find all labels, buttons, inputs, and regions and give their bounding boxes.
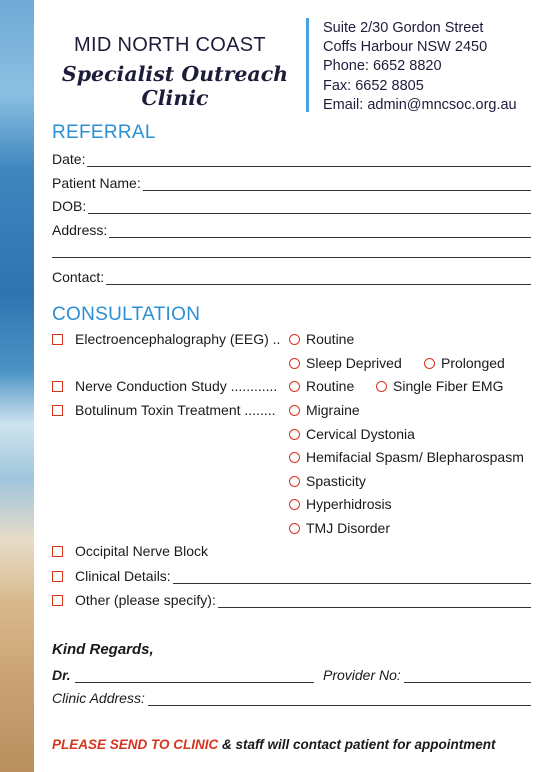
address-label: Address: [52, 222, 108, 238]
checkbox-icon[interactable] [52, 334, 63, 345]
referral-title: REFERRAL [52, 122, 156, 143]
footer-red-text: PLEASE SEND TO CLINIC [52, 737, 219, 752]
address-field[interactable] [52, 220, 531, 238]
patient-name-field[interactable] [52, 173, 531, 191]
radio-circle-icon[interactable] [289, 405, 300, 416]
address-line2: Coffs Harbour NSW 2450 [323, 39, 488, 56]
radio-circle-icon[interactable] [376, 381, 387, 392]
contact-label: Contact: [52, 269, 105, 285]
radio-circle-icon[interactable] [289, 334, 300, 345]
doctor-label: Dr. [52, 667, 71, 683]
clinic-logo-line1: MID NORTH COAST [74, 34, 266, 56]
checkbox-icon[interactable] [52, 405, 63, 416]
eeg-option-prolonged[interactable] [424, 355, 505, 371]
option-label: Hemifacial Spasm/ Blepharospasm [306, 449, 524, 465]
date-field[interactable] [52, 149, 531, 167]
option-label: Cervical Dystonia [306, 426, 415, 442]
checkbox-icon[interactable] [52, 595, 63, 606]
option-label: TMJ Disorder [306, 520, 391, 536]
dob-line[interactable] [88, 200, 531, 214]
footer-rest-text: & staff will contact patient for appointment [218, 737, 496, 752]
option-label: Routine [306, 378, 355, 394]
provider-line[interactable] [404, 669, 531, 683]
botox-option-hemifacial-spasm[interactable] [289, 449, 524, 465]
botox-option-migraine[interactable] [289, 402, 360, 418]
eeg-checkbox-row[interactable] [52, 331, 280, 347]
checkbox-icon[interactable] [52, 381, 63, 392]
date-label: Date: [52, 151, 86, 167]
radio-circle-icon[interactable] [289, 523, 300, 534]
provider-field[interactable] [323, 665, 531, 683]
occipital-checkbox-row[interactable] [52, 543, 208, 559]
botox-option-spasticity[interactable] [289, 473, 366, 489]
clinical-details-line[interactable] [173, 570, 531, 584]
option-label: Single Fiber EMG [393, 378, 504, 394]
date-line[interactable] [87, 153, 531, 167]
clinical-details-label: Clinical Details: [75, 568, 171, 584]
clinic-address-field[interactable] [52, 688, 531, 706]
option-label: Migraine [306, 402, 360, 418]
option-label: Prolonged [441, 355, 505, 371]
occipital-label: Occipital Nerve Block [75, 543, 209, 559]
radio-circle-icon[interactable] [289, 358, 300, 369]
ncs-label: Nerve Conduction Study ............ [75, 378, 278, 394]
consultation-title: CONSULTATION [52, 304, 201, 325]
radio-circle-icon[interactable] [289, 381, 300, 392]
phone: Phone: 6652 8820 [323, 58, 442, 75]
radio-circle-icon[interactable] [289, 429, 300, 440]
botox-option-hyperhidrosis[interactable] [289, 496, 392, 512]
doctor-field[interactable] [52, 665, 314, 683]
photo-border [34, 0, 37, 772]
ncs-option-routine[interactable] [289, 378, 354, 394]
ncs-checkbox-row[interactable] [52, 378, 277, 394]
kind-regards: Kind Regards, [52, 641, 154, 658]
botox-checkbox-row[interactable] [52, 402, 276, 418]
beach-photo-strip [0, 0, 34, 772]
clinical-details-field[interactable] [52, 566, 531, 584]
botox-option-tmj-disorder[interactable] [289, 520, 390, 536]
checkbox-icon[interactable] [52, 546, 63, 557]
option-label: Sleep Deprived [306, 355, 402, 371]
dob-label: DOB: [52, 198, 87, 214]
address-line-2[interactable] [52, 257, 531, 258]
doctor-line[interactable] [75, 669, 314, 683]
other-line[interactable] [218, 594, 531, 608]
botox-label: Botulinum Toxin Treatment ........ [75, 402, 276, 418]
eeg-label: Electroencephalography (EEG) .. [75, 331, 281, 347]
clinic-logo-line2: Specialist Outreach Clinic [61, 62, 289, 110]
eeg-option-routine[interactable] [289, 331, 354, 347]
radio-circle-icon[interactable] [424, 358, 435, 369]
option-label: Spasticity [306, 473, 366, 489]
checkbox-icon[interactable] [52, 571, 63, 582]
option-label: Routine [306, 331, 355, 347]
contact-line[interactable] [106, 271, 531, 285]
radio-circle-icon[interactable] [289, 499, 300, 510]
botox-option-cervical-dystonia[interactable] [289, 426, 415, 442]
email: Email: admin@mncsoc.org.au [323, 96, 517, 113]
dob-field[interactable] [52, 196, 531, 214]
footer-note [52, 737, 496, 752]
address-line[interactable] [109, 224, 531, 238]
clinic-address-label: Clinic Address: [52, 690, 145, 706]
option-label: Hyperhidrosis [306, 496, 392, 512]
clinic-contact-block [323, 19, 517, 115]
ncs-option-single-fiber-emg[interactable] [376, 378, 503, 394]
patient-name-label: Patient Name: [52, 175, 141, 191]
patient-name-line[interactable] [143, 177, 531, 191]
eeg-option-sleep-deprived[interactable] [289, 355, 402, 371]
radio-circle-icon[interactable] [289, 452, 300, 463]
header-divider [306, 18, 309, 112]
other-label: Other (please specify): [75, 592, 216, 608]
fax: Fax: 6652 8805 [323, 77, 424, 94]
contact-field[interactable] [52, 267, 531, 285]
radio-circle-icon[interactable] [289, 476, 300, 487]
other-field[interactable] [52, 590, 531, 608]
provider-label: Provider No: [323, 667, 401, 683]
address-line1: Suite 2/30 Gordon Street [323, 20, 484, 36]
clinic-address-line[interactable] [148, 692, 531, 706]
